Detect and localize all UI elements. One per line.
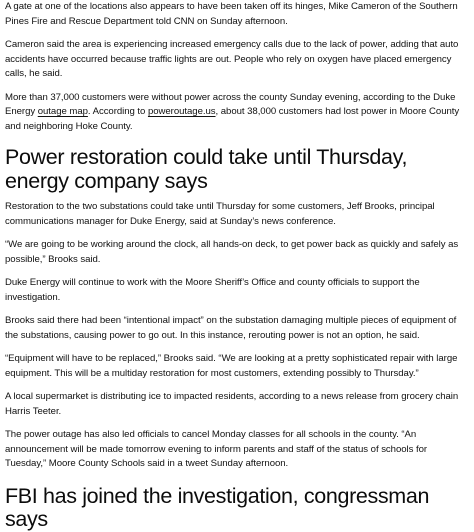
paragraph-school-closures: The power outage has also led officials to cancel Monday classes for all schools in the county. “An announcement will be made tomorrow evening to inform parents and staff of the status of schools for Tuesday,” Moore County Schools said in a tweet Sunday afternoon. (5, 429, 428, 469)
poweroutage-link[interactable]: poweroutage.us (147, 106, 216, 117)
paragraph-text: , about 38,000 customers had lost power in Moore County and neighboring Hoke County. (5, 106, 460, 132)
article-body (5, 0, 469, 532)
section-heading-fbi-investigation: FBI has joined the investigation, congressman says (5, 483, 430, 531)
paragraph-restoration-timeline: Restoration to the two substations could take until Thursday for some customers, Jeff Brooks, principal communications manager for Duke Energy, said at Sunday’s news conference. (5, 201, 435, 227)
paragraph-gate-damage: A gate at one of the locations also appears to have been taken off its hinges, Mike Cameron of the Southern Pines Fire and Rescue Department told CNN on Sunday afternoon. (5, 1, 458, 27)
paragraph-equipment-replacement: “Equipment will have to be replaced,” Brooks said. “We are looking at a pretty sophisticated repair with large equipment. This will be a multiday restoration for most customers, extending possibly to Thursday.” (5, 353, 458, 379)
section-heading-power-restoration: Power restoration could take until Thursday, energy company says (5, 145, 408, 193)
paragraph-supermarket-ice: A local supermarket is distributing ice to impacted residents, according to a news release from grocery chain Harris Teeter. (5, 391, 459, 417)
paragraph-text: . According to (87, 106, 148, 117)
paragraph-brooks-quote: “We are going to be working around the clock, all hands-on deck, to get power back as quickly and safely as possible,” Brooks said. (5, 239, 459, 265)
outage-map-link[interactable]: outage map (37, 106, 88, 117)
paragraph-emergency-calls: Cameron said the area is experiencing increased emergency calls due to the lack of power, adding that auto accidents have occurred because traffic lights are out. People who rely on oxygen have placed emergency calls, he said. (5, 39, 459, 79)
paragraph-text: More than 37,000 customers were without power across the county Sunday evening, according to the Duke Energy (5, 91, 456, 117)
paragraph-intentional-impact: Brooks said there had been “intentional impact” on the substation damaging multiple pieces of equipment of the substations, causing power to go out. In this instance, rerouting power is not an option, he said. (5, 315, 457, 341)
paragraph-customers-without-power (5, 91, 469, 135)
paragraph-sheriff-cooperation: Duke Energy will continue to work with the Moore Sheriff’s Office and county officials to support the investigation. (5, 277, 420, 303)
